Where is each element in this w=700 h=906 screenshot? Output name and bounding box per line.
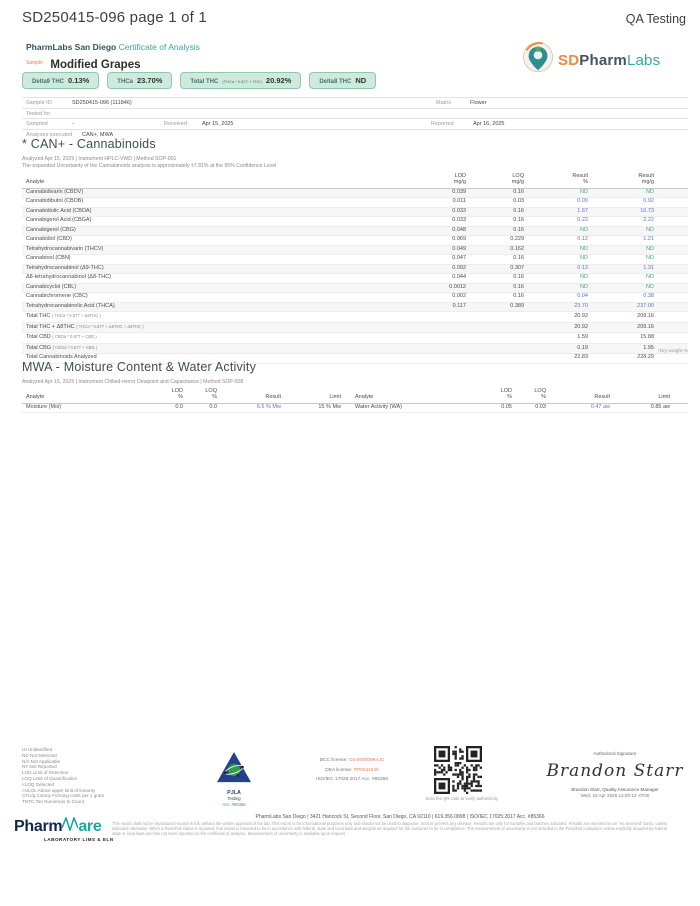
legend-line: ND Not Detected [22, 752, 57, 758]
summary-badge [180, 72, 301, 89]
pharmware-tagline: LABORATORY LIMS & ELN [44, 837, 114, 842]
cell-value: 16.73 [640, 207, 654, 214]
meta-row-tested-for [22, 108, 688, 119]
table-row [22, 265, 688, 275]
cell-value: ND [646, 245, 654, 252]
column-header: Analyte [26, 394, 45, 401]
license-line [278, 777, 426, 782]
cell-value: 0.033 [452, 217, 466, 224]
cell-value: ND [580, 274, 588, 281]
badge-value: 20.92% [265, 76, 292, 85]
cell-value: 0.002 [452, 293, 466, 300]
badges [22, 72, 376, 89]
dry-weight-note: *Dry weight % [657, 349, 688, 354]
authorized-signature-label: Authorized Signature [593, 751, 637, 756]
column-header: LOD mg/g [453, 173, 466, 186]
legend-line: N/A Not Applicable [22, 758, 61, 764]
pharmware-wordmark [14, 817, 124, 836]
column-header: Limit [329, 394, 341, 401]
cell-value: 0.049 [452, 245, 466, 252]
tested-for-label: Tested for [26, 110, 51, 117]
legend-line: UI Unidentified [22, 747, 53, 752]
analyte-name: Total THC + Δ8THC ( THCa * 0.877 + Δ9THC + Δ8THC ) [26, 323, 144, 330]
sample-name: Modified Grapes [50, 59, 141, 71]
cell-value: 1.59 [577, 334, 588, 341]
mwa-table-body [22, 404, 688, 414]
received-label: Received [164, 121, 187, 128]
table-row [22, 189, 688, 199]
badge-formula: (THCa * 0.877 + THC) [222, 79, 262, 84]
badge-value: 23.70% [136, 76, 163, 85]
cell-value: 0.47 aᴡ [590, 403, 610, 410]
cell-value: 0.22 [577, 217, 588, 224]
disclaimer-text: This report shall not be reproduced except in full, without the written approval of the lab. This report is for informational purposes only and should not be used to diagnose, treat or prevent any disease. Results are only for samples and batches indicated. Results are reported on an "As received" basis, unless indicated otherwise. When a Pass/Fail status is reported, that status is intended to be in accordance with federal, state and local laws and weights as required for the customer to be in compliance. The measurement of uncertainty is not included in the Pass/Fail evaluation unless explicitly required by federal, state or local laws and has not been reported on the certificate of analysis. Measurement of uncertainty is available upon request. [112, 821, 669, 836]
cell-value: 2.22 [643, 217, 654, 224]
license-number-link[interactable]: C8-0000098-LIC [348, 758, 385, 763]
abbreviation-legend [22, 747, 104, 805]
legend-line: LOQ Limit of Quantification [22, 775, 78, 781]
cell-value: 1.95 [643, 344, 654, 351]
table-row [22, 246, 688, 256]
cannabinoids-title: * CAN+ - Cannabinoids [22, 137, 156, 151]
cell-value: 0.16 [513, 217, 524, 224]
cell-value: 228.29 [637, 354, 654, 361]
meta-row-sample-id [22, 97, 688, 108]
analyte-name: Tetrahydrocannabinol (Δ9-THC) [26, 264, 104, 271]
cell-value: 0.011 [452, 198, 466, 205]
table-row [22, 227, 688, 237]
moisture-table [22, 386, 688, 413]
cell-value: 22.83 [574, 354, 588, 361]
cell-value: 23.70 [574, 302, 588, 309]
table-row [22, 293, 688, 303]
badge-label: Total THC [190, 79, 219, 85]
qr-code-block [434, 746, 482, 799]
badge-label: Delta9 THC [32, 79, 65, 85]
moisture-title: MWA - Moisture Content & Water Activity [22, 360, 257, 374]
cell-value: 0.229 [510, 236, 524, 243]
cell-value: 0.04 [577, 293, 588, 300]
cell-value: 0.13 [577, 264, 588, 271]
signature-script: Brandon Starr [546, 761, 684, 781]
brand-labs: Labs [626, 52, 661, 69]
license-label: DEA license: [325, 767, 354, 773]
meta-row-dates [22, 118, 688, 129]
badge-label: Delta8 THC [319, 79, 352, 85]
analyte-name: Cannabinol (CBN) [26, 255, 71, 262]
analyte-formula: ( CBDa * 0.877 + CBD ) [52, 334, 97, 340]
analyte-name: Total THC ( THCa * 0.877 + Δ9THC ) [26, 313, 101, 320]
analyte-name: Tetrahydrocannabinolic Acid (THCA) [26, 302, 115, 309]
column-header: Result [594, 394, 610, 401]
matrix-value: Flower [470, 100, 487, 107]
cell-value: 0.0 [175, 403, 183, 410]
legend-line: TNTC Too Numerous to Count [22, 799, 84, 805]
can-table-body [22, 189, 688, 364]
mwa-row-group [355, 405, 684, 411]
pjla-sub: Testing [227, 796, 241, 801]
cell-value: 0.05 [501, 403, 512, 410]
table-row [22, 198, 688, 208]
cell-value: 0.389 [510, 302, 524, 309]
pharmware-are: are [78, 818, 102, 835]
pulse-icon [62, 817, 78, 836]
moisture-meta: Analyzed Apr 15, 2025 | Instrument Chilled-mirror Dewpoint and Capacitance | Method SOP-008 [22, 379, 244, 385]
cell-value: 0.16 [513, 293, 524, 300]
sample-id-value: SD250415-096 (111846) [72, 100, 132, 107]
cell-value: ND [646, 274, 654, 281]
cell-value: 0.12 [577, 236, 588, 243]
pjla-accreditation [202, 751, 266, 807]
analyte-formula: ( CBGa * 0.877 + CBG ) [52, 344, 98, 350]
pharmware-pharm: Pharm [14, 818, 63, 835]
column-header: LOD % [500, 388, 512, 401]
sampled-value: - [72, 121, 74, 128]
analyte-name: Cannabidiolic Acid (CBDA) [26, 207, 92, 214]
spacer [367, 121, 431, 127]
map-pin-icon [522, 41, 554, 80]
lab-line [26, 42, 200, 52]
analyte-name: Total CBD ( CBDa * 0.877 + CBD ) [26, 334, 97, 341]
cell-value: ND [580, 188, 588, 195]
cell-value: 209.16 [637, 313, 654, 320]
matrix-label: Matrix [436, 100, 451, 107]
cell-value: 209.16 [637, 323, 654, 330]
cell-value: 0.047 [452, 255, 466, 262]
cell-value: 0.09 [577, 198, 588, 205]
pjla-logo-icon [215, 771, 253, 788]
cell-value: 0.033 [452, 207, 466, 214]
license-label: ISO/IEC 17025:2017 Acc. #85366 [315, 777, 388, 783]
cell-value: 20.92 [574, 313, 588, 320]
mwa-header-group [26, 388, 355, 401]
table-row [22, 217, 688, 227]
legend-line: NT Not Reported [22, 764, 57, 770]
analyte-name: Cannabigerol Acid (CBGA) [26, 217, 92, 224]
legend-line: CFU/g Colony Forming Units per 1 gram [22, 793, 105, 799]
tested-for-value [72, 111, 684, 117]
cell-value: ND [580, 255, 588, 262]
sample-label: Sample [26, 60, 43, 66]
cannabinoids-uncertainty-note: The expanded Uncertainty of the Cannabinoids analysis is approximately ±7.81% at the 95% Confidence Level [22, 163, 277, 169]
cell-value: 0.16 [513, 283, 524, 290]
cell-value: ND [646, 188, 654, 195]
cannabinoids-table [22, 171, 688, 364]
signer-name-title: Brandon Starr, Quality Assurance Manager [571, 787, 659, 792]
analyte-name: Cannabidibutol (CBDB) [26, 198, 84, 205]
cell-value: 0.16 [513, 207, 524, 214]
cell-value: 0.85 aᴡ [650, 403, 670, 410]
cell-value: 0.16 [513, 188, 524, 195]
brand-sd: SD [558, 52, 580, 69]
analyte-name: Cannabigerol (CBG) [26, 226, 76, 233]
analyte-name: Total Cannabinoids Analyzed [26, 354, 97, 361]
cell-value: 0.92 [643, 198, 654, 205]
cell-value: 0.19 [577, 344, 588, 351]
column-header: Result % [572, 173, 588, 186]
signature-datetime: Wed, 16 Apr 2025 12:00:13 -0700 [580, 793, 650, 798]
page-title: SD250415-096 page 1 of 1 [22, 9, 207, 26]
pharmware-logo [14, 817, 124, 842]
cell-value: 0.16 [513, 226, 524, 233]
analyte-name: Water Activity (WA) [355, 403, 402, 410]
lab-name: PharmLabs San Diego [26, 42, 117, 52]
table-row [22, 303, 688, 313]
pjla-accreditation-number[interactable]: Acc. #85366 [222, 802, 246, 807]
cell-value: 0.16 [513, 255, 524, 262]
summary-badge [22, 72, 99, 89]
cell-value: 0.092 [452, 264, 466, 271]
license-line [278, 768, 426, 773]
cell-value: 0.307 [510, 264, 524, 271]
analyte-formula: ( THCa * 0.877 + Δ9THC + Δ8THC ) [76, 323, 144, 329]
cell-value: 0.16 [513, 274, 524, 281]
legend-line: <LOQ Detected [22, 781, 55, 787]
cell-value: 15 % Mw [318, 403, 341, 410]
cell-value: 1.67 [577, 207, 588, 214]
sampled-label: Sampled [26, 121, 48, 128]
analyte-formula: ( THCa * 0.877 + Δ9THC ) [51, 313, 101, 319]
badge-label: THCa [117, 79, 133, 85]
table-row [22, 312, 688, 323]
sample-line [26, 55, 141, 73]
column-header: Result [265, 394, 281, 401]
cell-value: ND [580, 283, 588, 290]
cell-value: 1.21 [643, 236, 654, 243]
cell-value: 0.039 [452, 188, 466, 195]
mwa-row-group [26, 405, 355, 411]
analyte-name: Cannabidiol (CBD) [26, 236, 72, 243]
analyte-name: Cannabicyclol (CBL) [26, 283, 77, 290]
table-row [22, 236, 688, 246]
qa-testing-label: QA Testing [625, 12, 686, 26]
cell-value: ND [580, 226, 588, 233]
sample-meta [22, 97, 688, 139]
legend-line: >ULOL Above upper limit of linearity [22, 787, 96, 793]
column-header: Limit [658, 394, 670, 401]
mwa-header-group [355, 388, 684, 401]
cell-value: 0.048 [452, 226, 466, 233]
pjla-name: PJLA [227, 790, 241, 796]
analyte-name: Tetrahydrocannabivarin (THCV) [26, 245, 104, 252]
license-block [278, 758, 426, 787]
column-header: LOQ % [205, 388, 217, 401]
summary-badge [107, 72, 172, 89]
cell-value: 0.069 [452, 236, 466, 243]
cell-value: 0.03 [535, 403, 546, 410]
cell-value: ND [580, 245, 588, 252]
cell-value: 0.38 [643, 293, 654, 300]
license-line [278, 758, 426, 763]
cannabinoids-meta: Analyzed Apr 15, 2025 | Instrument HPLC-VWD | Method SOP-001 [22, 156, 177, 162]
cell-value: 6.6 % Mw [256, 403, 281, 410]
cell-value: 1.31 [643, 264, 654, 271]
reported-value: Apr 16, 2025 [473, 121, 505, 128]
cell-value: ND [646, 226, 654, 233]
legend-line: LOD Limit of Detection [22, 770, 69, 776]
table-row [22, 274, 688, 284]
cell-value: 0.0012 [449, 283, 466, 290]
summary-badge [309, 72, 376, 89]
column-header: Analyte [26, 179, 45, 186]
analyses-value: CAN+, MWA [82, 131, 114, 138]
analyte-name: Cannabidivarin (CBDV) [26, 188, 84, 195]
analyte-name: Moisture (Moi) [26, 403, 62, 410]
analyses-label: Analyses executed [26, 131, 73, 138]
cell-value: 0.162 [510, 245, 524, 252]
can-table-header [22, 171, 688, 189]
table-row [22, 284, 688, 294]
analyte-name: Δ8-tetrahydrocannabinol (Δ8-THC) [26, 274, 111, 281]
column-header: Result mg/g [638, 173, 654, 186]
table-row [22, 255, 688, 265]
license-number-link[interactable]: RP0611045 [353, 767, 379, 773]
mwa-table-header [22, 386, 688, 404]
cell-value: 0.0 [209, 403, 217, 410]
column-header: LOQ % [534, 388, 546, 401]
analyte-name: Cannabichromene (CBC) [26, 293, 88, 300]
license-label: DCC license: [319, 758, 349, 763]
analyte-name: Total CBG ( CBGa * 0.877 + CBG ) [26, 344, 98, 351]
coa-label: Certificate of Analysis [118, 42, 200, 52]
sample-id-label: Sample ID [26, 100, 52, 107]
column-header: LOQ mg/g [511, 173, 524, 186]
cell-value: ND [646, 283, 654, 290]
badge-value: ND [355, 76, 367, 85]
column-header: Analyte [355, 394, 374, 401]
table-row [22, 404, 688, 414]
column-header: LOD % [171, 388, 183, 401]
badge-value: 0.13% [68, 76, 90, 85]
cell-value: 0.117 [452, 302, 466, 309]
cell-value: 20.92 [574, 323, 588, 330]
qr-caption: Scan the QR code to verify authenticity. [425, 796, 499, 801]
lab-address-line: PharmLabs San Diego | 3421 Hancock St, Second Floor, San Diego, CA 92110 | 619.356.0898 | ISO/IEC 17025:2017 Acc. #85366 [255, 814, 545, 820]
table-row [22, 323, 688, 334]
sdpharmlabs-logo [522, 41, 660, 80]
reported-label: Reported [431, 121, 454, 128]
cell-value: 0.03 [513, 198, 524, 205]
brand-wordmark [558, 52, 660, 69]
qr-code [434, 746, 482, 794]
signature-block [535, 751, 695, 798]
table-row [22, 333, 688, 344]
table-row [22, 208, 688, 218]
cell-value: 0.044 [452, 274, 466, 281]
brand-pharm: Pharm [579, 52, 627, 69]
cell-value: 237.00 [637, 302, 654, 309]
received-value: Apr 15, 2025 [202, 121, 234, 128]
cell-value: 15.88 [640, 334, 654, 341]
cell-value: ND [646, 255, 654, 262]
